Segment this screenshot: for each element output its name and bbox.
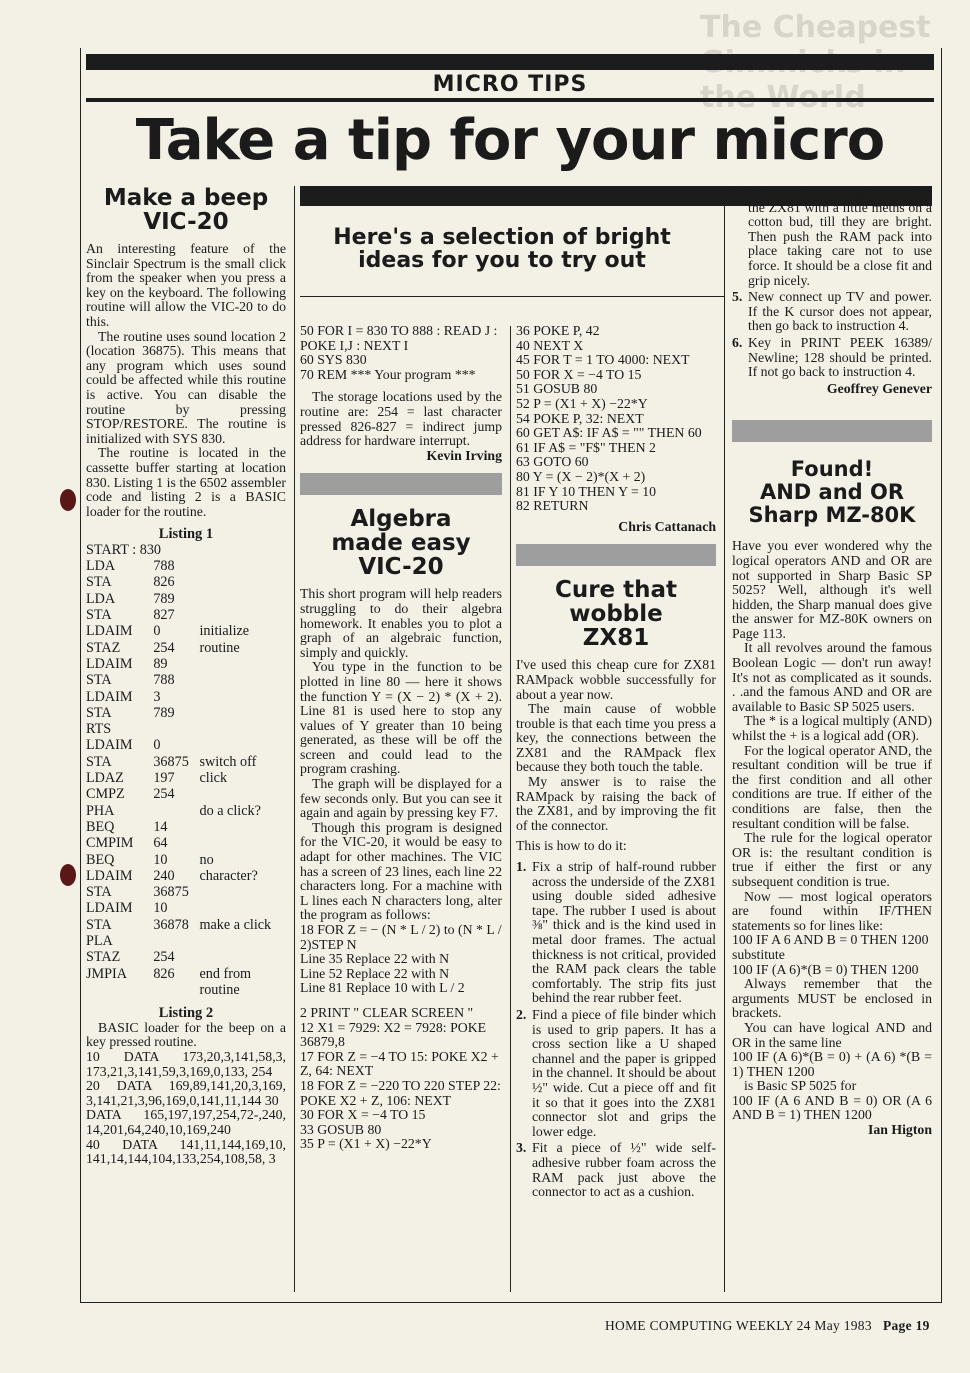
article-make-a-beep	[86, 186, 286, 1167]
step-number: 1.	[516, 859, 527, 875]
listing-opcode: STAZ	[86, 949, 121, 966]
section-kicker: MICRO TIPS	[432, 72, 588, 97]
code-line: 35 P = (X1 + X) −22*Y	[300, 1136, 432, 1152]
basic-code	[516, 324, 716, 514]
listing-line: DATA 165,197,197,254,72-,240, 14,201,64,240,10,169,240	[86, 1107, 286, 1137]
listing-opcode: LDAIM	[86, 688, 133, 705]
listing-opcode: JMPIA	[86, 965, 127, 982]
separator-bar	[732, 420, 932, 442]
separator-bar	[300, 473, 502, 495]
listing-row	[86, 966, 286, 982]
code-line: 36 POKE P, 42	[516, 323, 600, 338]
binder-hole	[60, 864, 76, 886]
code-line: 30 FOR X = −4 TO 15	[300, 1107, 426, 1123]
listing-operand: 789	[153, 704, 175, 721]
code-line: 45 FOR T = 1 TO 4000: NEXT	[516, 352, 690, 368]
code-line: 70 REM *** Your program ***	[300, 366, 476, 382]
listing-comment	[199, 705, 286, 721]
step-number: 2.	[516, 1006, 527, 1022]
page-number: Page 19	[882, 1318, 930, 1333]
column-rule	[510, 326, 511, 1292]
listing-comment	[199, 949, 286, 965]
listing-comment	[199, 721, 286, 737]
article-subtitle: Sharp MZ-80K	[748, 503, 916, 528]
byline: Geoffrey Genever	[826, 380, 932, 396]
listing-comment: initialize	[199, 623, 250, 640]
step-number: 6.	[732, 334, 743, 350]
listing-operand: 10	[153, 900, 168, 917]
listing-opcode: CMPIM	[86, 835, 134, 852]
listing-operand: 789	[153, 590, 175, 607]
listing-opcode: LDAIM	[86, 900, 133, 917]
step-text: Fix a strip of half-round rubber across the underside of the ZX81 using double sided adhesive tape. The rubber I used is about ⅜" thick and is the kind used in metal door frames. The actual thickness is not critical, provided the RAM pack clears the table comfortably. The strip fits just behind the rear rubber feet.	[532, 859, 716, 1006]
body-paragraph: This short program will help readers struggling to do their algebra homework. It enables you to plot a graph of an algebraic function, simply and quickly.	[300, 586, 502, 660]
feature-subhead: Here's a selection of bright ideas for you to try out	[333, 225, 671, 273]
listing-row	[86, 607, 286, 623]
code-line: 18 FOR Z = − (N * L / 2) to (N * L / 2)STEP N	[300, 922, 502, 952]
listing-operand: 89	[153, 655, 168, 672]
listing-opcode: LDAIM	[86, 737, 133, 754]
body-paragraph: It all revolves around the famous Boolean Logic — don't run away! It's not as complicated as it sounds. . .and the famous AND and OR are available to Basic SP 5025 users.	[732, 640, 932, 714]
listing-line: 10 DATA 173,20,3,141,58,3, 173,21,3,141,59,3,169,0,133, 254	[86, 1048, 286, 1079]
listing-operand	[153, 982, 199, 998]
listing-comment	[199, 558, 286, 574]
code-line: Line 81 Replace 10 with L / 2	[300, 980, 465, 996]
listing-operand: 254	[153, 949, 175, 966]
body-paragraph: The main cause of wobble trouble is that each time you press a key, the connections between the ZX81 and the RAMpack flex because they both touch the table.	[516, 701, 716, 775]
subhead-rule	[300, 296, 724, 297]
listing-comment	[199, 900, 286, 916]
listing-line: 40 DATA 141,11,144,169,10, 141,14,144,104,133,254,108,58, 3	[86, 1136, 286, 1167]
body-paragraph: Always remember that the arguments MUST be enclosed in brackets.	[732, 976, 932, 1021]
listing-operand: 14	[153, 818, 168, 835]
byline: Ian Higton	[867, 1122, 932, 1138]
step-text: Find a piece of file binder which is used to grip papers. It has a cross section like a U shaped channel and the paper is gripped in the channel. It should be about ½" wide. Cut a piece off and fit it so that it goes into the ZX81 connector slot and grips the lower edge.	[532, 1006, 716, 1139]
listing-comment	[199, 884, 286, 900]
code-line: 60 GET A$: IF A$ = "" THEN 60	[516, 425, 702, 441]
listing-opcode: BEQ	[86, 851, 115, 868]
listing-comment	[199, 591, 286, 607]
listing-row	[86, 705, 286, 721]
step-text: Key in PRINT PEEK 16389/ Newline; 128 should be printed. If not go back to instruction 4.	[748, 334, 932, 380]
listing-comment	[199, 786, 286, 802]
listing-operand: 826	[153, 574, 175, 591]
listing-opcode: BEQ	[86, 818, 115, 835]
listing-operand	[153, 933, 199, 949]
listing-operand: 0	[153, 737, 161, 754]
listing-intro: BASIC loader for the beep on a key pressed routine.	[86, 1019, 286, 1050]
basic-loader-listing	[86, 1050, 286, 1167]
body-paragraph: The * is a logical multiply (AND) whilst the + is a logical add (OR).	[732, 713, 932, 744]
listing-row	[86, 933, 286, 949]
listing-row	[86, 982, 286, 998]
listing-operand: 36878	[153, 916, 189, 933]
article-subtitle: VIC-20	[358, 554, 444, 581]
body-paragraph: The storage locations used by the routine are: 254 = last character pressed 826-827 = indirect jump address for hardware interrupt.	[300, 389, 502, 449]
code-line: 50 FOR X = −4 TO 15	[516, 366, 642, 382]
code-line: 52 P = (X1 + X) −22*Y	[516, 395, 648, 411]
listing-row	[86, 835, 286, 851]
byline: Chris Cattanach	[618, 518, 716, 534]
code-example: 100 IF (A 6)*(B = 0) + (A 6) *(B = 1) THEN 1200	[732, 1049, 932, 1079]
listing-comment	[199, 672, 286, 688]
listing-opcode: STA	[86, 672, 112, 689]
listing-opcode: PHA	[86, 802, 115, 819]
code-example: 100 IF A 6 AND B = 0 THEN 1200	[732, 932, 929, 948]
body-text: substitute	[732, 946, 785, 962]
column-2	[300, 324, 502, 1152]
listing-comment	[199, 574, 286, 590]
article-subtitle: ZX81	[582, 625, 650, 652]
step-number: 4.	[732, 185, 743, 200]
listing-opcode: STA	[86, 884, 112, 901]
code-line: Line 52 Replace 22 with N	[300, 965, 450, 981]
step-number: 5.	[732, 289, 743, 305]
listing-row	[86, 900, 286, 916]
listing-operand: 0	[153, 623, 161, 640]
listing-comment: click	[199, 770, 228, 787]
step-text: New connect up TV and power. If the K cursor does not appear, then go back to instruction 4.	[748, 289, 932, 334]
listing-opcode: LDA	[86, 558, 116, 575]
step-number: 3.	[516, 1140, 527, 1156]
body-paragraph: The graph will be displayed for a few seconds only. But you can see it again and again by pressing key F7.	[300, 776, 502, 821]
listing-operand: 36875	[153, 753, 189, 770]
listing-opcode: LDA	[86, 590, 116, 607]
byline: Kevin Irving	[426, 447, 502, 463]
listing-operand: 788	[153, 558, 175, 575]
list-item	[732, 186, 932, 288]
listing-opcode: PLA	[86, 933, 113, 949]
code-line: 33 GOSUB 80	[300, 1121, 382, 1137]
top-rule	[86, 54, 934, 70]
listing-opcode	[86, 982, 153, 998]
magazine-issue: HOME COMPUTING WEEKLY 24 May 1983	[605, 1318, 872, 1333]
listing-row	[86, 672, 286, 688]
listing-row	[86, 656, 286, 672]
listing-row	[86, 754, 286, 770]
body-paragraph: Now — most logical operators are found within IF/THEN statements so for lines like:	[732, 888, 932, 933]
listing-comment	[199, 607, 286, 623]
step-text: Fit a piece of ½" wide self-adhesive rubber foam across the RAM pack just above the connector to act as a cushion.	[532, 1140, 716, 1200]
code-example: 100 IF (A 6)*(B = 0) THEN 1200	[732, 961, 919, 977]
listing-row	[86, 917, 286, 933]
listing-comment: no	[199, 851, 214, 868]
basic-code	[300, 1006, 502, 1152]
body-paragraph: This is how to do it:	[516, 838, 627, 854]
list-item	[732, 336, 932, 380]
code-line: 17 FOR Z = −4 TO 15: POKE X2 + Z, 64: NEXT	[300, 1048, 499, 1079]
listing-comment: character?	[199, 867, 258, 884]
code-line: 81 IF Y 10 THEN Y = 10	[516, 483, 656, 499]
list-item	[516, 1141, 716, 1199]
code-line: 63 GOTO 60	[516, 454, 589, 470]
listing-row	[86, 574, 286, 590]
step-text: Clean the contacts at the back of the ZX81 with a little meths on a cotton bud, till they are bright. Then push the RAM pack into place taking care not to use force. It should be a close fit and grip nicely.	[748, 185, 932, 288]
code-line: 12 X1 = 7929: X2 = 7928: POKE 36879,8	[300, 1019, 487, 1050]
bleed-through-text: The Cheapest	[700, 10, 931, 45]
code-line: 60 SYS 830	[300, 352, 367, 368]
list-item	[516, 860, 716, 1006]
body-paragraph: You type in the function to be plotted in line 80 — here it shows the function Y = (X − 2) * (X + 2). Line 81 is used here to stop any values of Y greater than 10 being generated, as these will be off the screen and could lead to the program crashing.	[300, 659, 502, 777]
listing-operand: 36875	[153, 884, 189, 901]
listing-operand: 254	[153, 639, 175, 656]
body-paragraph: The rule for the logical operator OR is: the resultant condition is true if either the first or any subsequent condition is true.	[732, 830, 932, 889]
listing-row	[86, 786, 286, 802]
code-line: 82 RETURN	[516, 498, 589, 514]
listing-opcode: LDAZ	[86, 770, 124, 787]
listing-row	[86, 591, 286, 607]
article-subtitle: VIC-20	[143, 209, 229, 235]
code-example: 100 IF (A 6 AND B = 0) OR (A 6 AND B = 1) THEN 1200	[732, 1092, 932, 1123]
article-title: Found!	[790, 457, 874, 482]
listing-comment: make a click	[199, 916, 272, 933]
listing-comment: routine	[199, 639, 240, 656]
body-paragraph: The routine uses sound location 2 (location 36875). This means that any program which uses sound could be affected while this routine is active. You can disable the routine by pressing STOP/RESTORE. The routine is initialized with SYS 830.	[86, 328, 286, 446]
binder-hole	[60, 489, 76, 511]
basic-code	[300, 324, 502, 382]
listing-operand: 197	[153, 770, 175, 787]
listing-line: 20 DATA 169,89,141,20,3,169, 3,141,21,3,96,169,0,141,11,144 30	[86, 1078, 286, 1108]
listing-comment	[199, 656, 286, 672]
listing-comment	[199, 819, 286, 835]
body-paragraph: My answer is to raise the RAMpack by raising the back of the ZX81, and by improving the fit of the connector.	[516, 774, 716, 833]
listing-row	[86, 737, 286, 753]
program-modifications	[300, 923, 502, 996]
column-3	[516, 324, 716, 1202]
listing-row	[86, 868, 286, 884]
page-footer	[605, 1318, 930, 1334]
listing-operand: 788	[153, 672, 175, 689]
listing-row	[86, 623, 286, 639]
listing-row	[86, 640, 286, 656]
listing-comment	[199, 933, 286, 949]
listing-title: Listing 1	[158, 526, 214, 543]
article-title: Cure that	[554, 577, 678, 604]
instruction-list	[732, 186, 932, 380]
column-rule	[294, 186, 295, 1292]
listing-row	[86, 949, 286, 965]
listing-row	[86, 819, 286, 835]
listing-opcode: STA	[86, 916, 112, 933]
list-item	[732, 290, 932, 334]
kicker-rule	[86, 98, 934, 102]
listing-row	[86, 884, 286, 900]
article-title: AND and OR	[759, 480, 905, 505]
code-line: 40 NEXT X	[516, 337, 584, 353]
listing-operand: 254	[153, 786, 175, 803]
body-paragraph: I've used this cheap cure for ZX81 RAMpack wobble successfully for about a year now.	[516, 657, 716, 702]
listing-opcode: STA	[86, 753, 112, 770]
body-paragraph: Though this program is designed for the VIC-20, it would be easy to adapt for other machines. The VIC has a screen of 23 lines, each line 22 characters long. For a machine with L lines each N characters long, alter the program as follows:	[300, 819, 502, 923]
code-line: Line 35 Replace 22 with N	[300, 951, 450, 967]
body-paragraph: You can have logical AND and OR in the same line	[732, 1019, 932, 1050]
listing-operand: 64	[153, 835, 168, 852]
body-paragraph: Have you ever wondered why the logical operators AND and OR are not supported in Sharp Basic SP 5025? Well, although it's well hidden, the Sharp manual does give the answer for MZ-80K owners on Page 113.	[732, 538, 932, 641]
assembler-listing	[86, 542, 286, 998]
listing-opcode: LDAIM	[86, 655, 133, 672]
listing-opcode: STA	[86, 704, 112, 721]
listing-comment: switch off	[199, 753, 257, 770]
listing-row	[86, 689, 286, 705]
article-title: Algebra	[350, 506, 452, 533]
listing-opcode: STA	[86, 574, 112, 591]
listing-row	[86, 558, 286, 574]
listing-opcode: LDAIM	[86, 867, 133, 884]
instruction-list	[516, 860, 716, 1200]
article-title: Make a beep	[103, 185, 269, 211]
listing-row	[86, 803, 286, 819]
listing-operand: 240	[153, 867, 175, 884]
listing-row	[86, 721, 286, 737]
body-paragraph: An interesting feature of the Sinclair Spectrum is the small click from the speaker when you press a key on the keyboard. The following routine will allow the VIC-20 to do this.	[86, 241, 286, 329]
listing-comment: routine	[199, 981, 240, 998]
code-line: 50 FOR I = 830 TO 888 : READ J : POKE I,J : NEXT I	[300, 323, 498, 353]
listing-opcode: STAZ	[86, 639, 121, 656]
body-text: is Basic SP 5025 for	[744, 1078, 857, 1094]
listing-operand	[153, 803, 199, 819]
separator-bar	[516, 544, 716, 566]
feature-subhead-box	[300, 226, 704, 272]
page-headline: Take a tip for your micro	[135, 108, 885, 173]
code-line: 18 FOR Z = −220 TO 220 STEP 22: POKE X2 + Z, 106: NEXT	[300, 1077, 501, 1108]
listing-comment	[199, 737, 286, 753]
listing-comment	[199, 835, 286, 851]
listing-start: START : 830	[86, 541, 162, 558]
listing-operand: 827	[153, 607, 175, 624]
code-line: 54 POKE P, 32: NEXT	[516, 410, 644, 426]
listing-opcode: RTS	[86, 721, 112, 738]
column-4	[732, 186, 932, 1138]
body-paragraph: For the logical operator AND, the resultant condition will be true if the first condition and all other conditions are true. If either of the conditions are false, then the resultant condition will be false.	[732, 742, 932, 831]
listing-row	[86, 852, 286, 868]
listing-operand	[153, 721, 199, 737]
list-item	[516, 1008, 716, 1139]
article-title: wobble	[569, 601, 663, 628]
listing-operand: 826	[153, 965, 175, 982]
code-line: 51 GOSUB 80	[516, 381, 598, 397]
listing-comment: end from	[199, 965, 252, 982]
listing-operand: 10	[153, 851, 168, 868]
listing-comment: do a click?	[199, 802, 261, 819]
listing-operand: 3	[153, 688, 161, 705]
listing-opcode: CMPZ	[86, 786, 125, 803]
listing-row	[86, 770, 286, 786]
code-line: 61 IF A$ = "F$" THEN 2	[516, 439, 656, 455]
listing-comment	[199, 689, 286, 705]
code-line: 2 PRINT " CLEAR SCREEN "	[300, 1004, 474, 1020]
code-line: 80 Y = (X − 2)*(X + 2)	[516, 468, 646, 484]
listing-opcode: LDAIM	[86, 623, 133, 640]
column-rule	[724, 186, 725, 1292]
body-paragraph: The routine is located in the cassette buffer starting at location 830. Listing 1 is the 6502 assembler code and listing 2 is a BASIC loader for the routine.	[86, 445, 286, 519]
article-title: made easy	[331, 530, 471, 557]
listing-opcode: STA	[86, 607, 112, 624]
listing-title: Listing 2	[158, 1005, 214, 1022]
